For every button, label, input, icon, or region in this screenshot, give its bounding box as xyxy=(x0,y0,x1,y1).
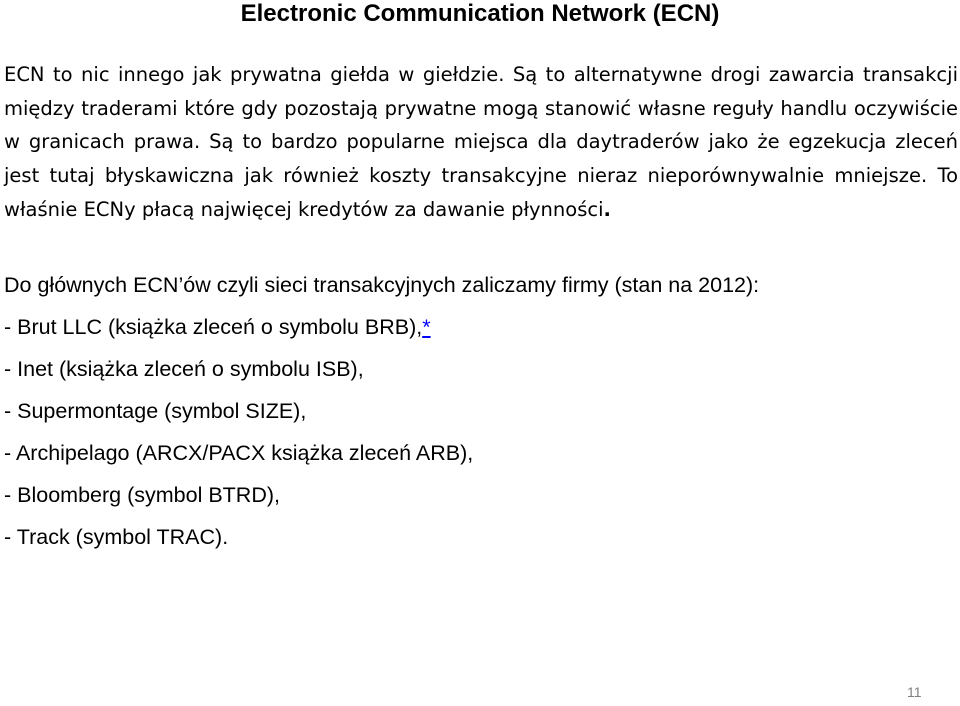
list-item xyxy=(4,432,958,474)
intro-text: ECN to nic innego jak prywatna giełda w giełdzie. Są to alternatywne drogi zawarcia transakcji między traderami które gdy pozostają prywatne mogą stanowić własne reguły handlu oczywiście w granicach prawa. Są to bardzo popularne miejsca dla daytraderów jako że egzekucja zleceń jest tutaj błyskawiczna jak również koszty transakcyjne nieraz nieporównywalnie mniejsze. To właśnie ECNy płacą najwięcej kredytów za dawanie płynności xyxy=(4,63,958,221)
page-number: 11 xyxy=(907,684,922,700)
ecn-list-block xyxy=(4,264,958,558)
list-intro: Do głównych ECN’ów czyli sieci transakcyjnych zaliczamy firmy (stan na 2012): xyxy=(4,273,760,297)
list-item xyxy=(4,306,958,348)
footnote-link[interactable]: * xyxy=(422,315,431,339)
intro-paragraph xyxy=(4,58,958,227)
list-item-text: - Inet (książka zleceń o symbolu ISB), xyxy=(4,357,364,381)
list-item-text: - Brut LLC (książka zleceń o symbolu BRB), xyxy=(4,315,423,339)
list-item xyxy=(4,474,958,516)
list-item xyxy=(4,516,958,558)
list-item-text: - Supermontage (symbol SIZE), xyxy=(4,399,307,423)
list-item xyxy=(4,390,958,432)
slide-title: Electronic Communication Network (ECN) xyxy=(240,0,720,27)
ecn-list xyxy=(4,306,958,558)
list-item-text: - Archipelago (ARCX/PACX książka zleceń ARB), xyxy=(4,441,474,465)
intro-final-period: . xyxy=(603,197,611,221)
list-item-text: - Bloomberg (symbol BTRD), xyxy=(4,483,280,507)
list-item-text: - Track (symbol TRAC). xyxy=(4,525,229,549)
list-item xyxy=(4,348,958,390)
